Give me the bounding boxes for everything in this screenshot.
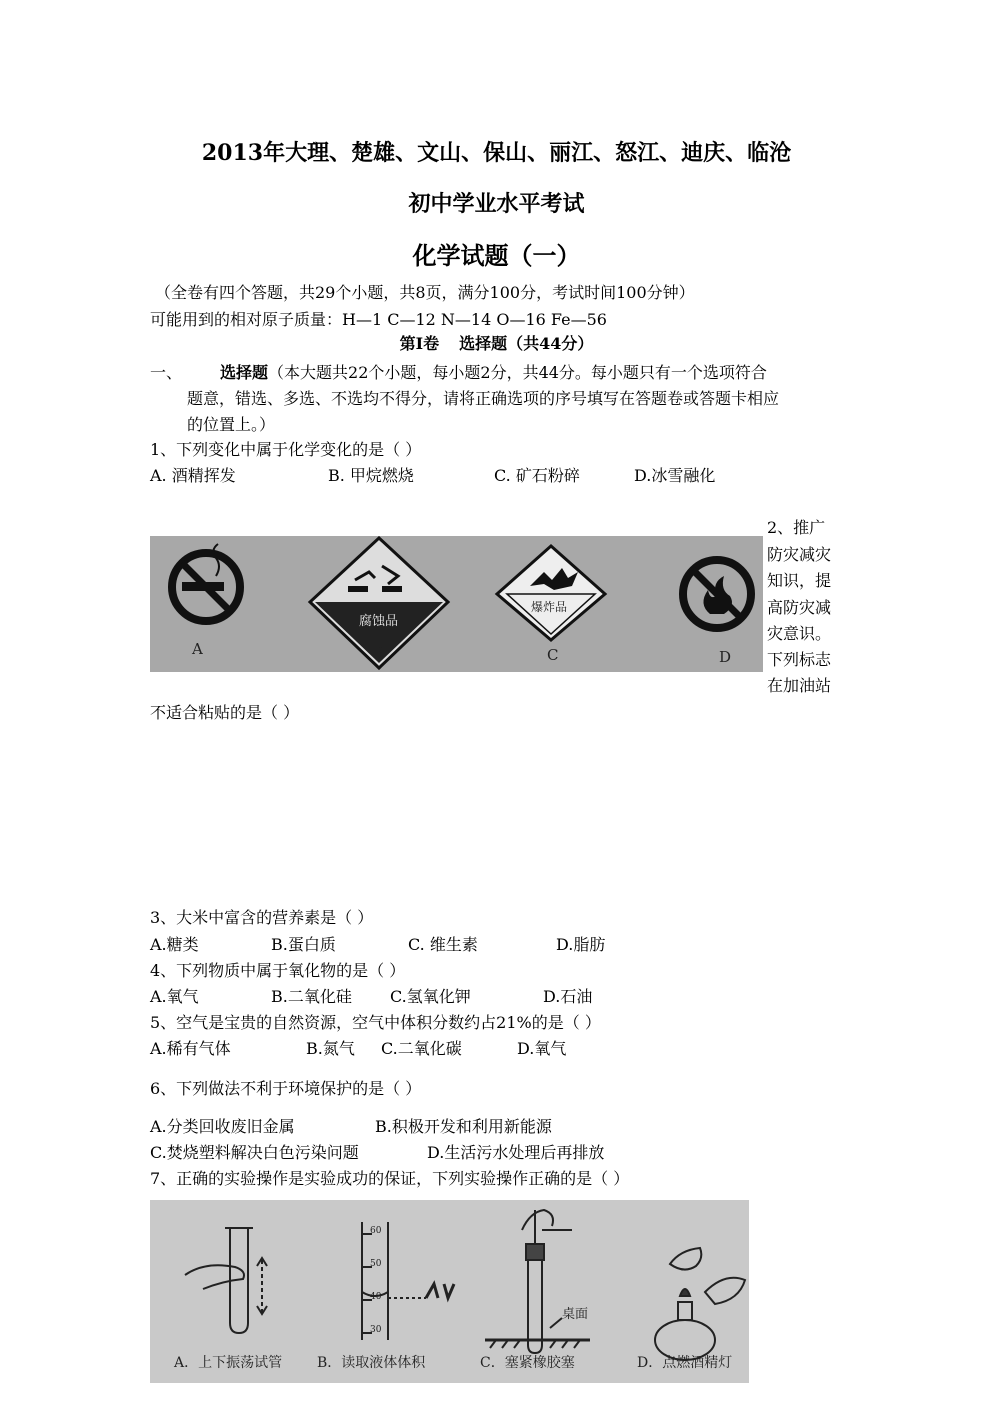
q2-signs-svg (150, 536, 763, 672)
q5-stem: 5、空气是宝贵的自然资源，空气中体积分数约占21%的是（ ） (150, 1013, 601, 1032)
q2-tail: 不适合粘贴的是（ ） (150, 703, 300, 722)
section-name: 选择题（共44分） (459, 334, 594, 353)
q3-option-b: B.蛋白质 (271, 935, 336, 954)
q2-side-line: 防灾减灾 (767, 545, 832, 564)
q1-option-a: A. 酒精挥发 (150, 466, 236, 485)
no-smoking-sign-icon (172, 544, 240, 621)
q1-option-b: B. 甲烷燃烧 (328, 466, 414, 485)
q3-option-d: D.脂肪 (556, 935, 606, 954)
q7-caption-d: D．点燃酒精灯 (637, 1355, 733, 1371)
q5-option-d: D.氧气 (517, 1039, 567, 1058)
cylinder-tick-60: 60 (370, 1226, 382, 1236)
q2-side-line: 高防灾减 (767, 598, 832, 617)
q2-side-line: 下列标志 (767, 650, 832, 669)
q7-caption-c: C．塞紧橡胶塞 (480, 1355, 575, 1371)
no-fire-sign-icon (683, 560, 751, 628)
q5-option-c: C.二氧化碳 (381, 1039, 462, 1058)
q6-stem: 6、下列做法不利于环境保护的是（ ） (150, 1079, 422, 1098)
desk-label: 桌面 (562, 1307, 589, 1322)
atomic-mass-line: 可能用到的相对原子质量：H—1 C—12 N—14 O—16 Fe—56 (150, 310, 607, 329)
part1-line3: 的位置上。） (187, 415, 276, 434)
q2-label-c: C (547, 646, 559, 664)
q6-option-a: A.分类回收废旧金属 (150, 1117, 295, 1136)
q2-label-d: D (719, 648, 732, 666)
q3-option-a: A.糖类 (150, 935, 199, 954)
rubber-stopper-icon (485, 1210, 590, 1353)
q3-option-c: C. 维生素 (408, 935, 478, 954)
cylinder-tick-30: 30 (370, 1325, 382, 1335)
q1-option-d: D.冰雪融化 (634, 466, 716, 485)
q6-option-d: D.生活污水处理后再排放 (427, 1143, 605, 1162)
q2-signs-figure (150, 536, 763, 672)
q4-option-c: C.氢氧化钾 (390, 987, 471, 1006)
q5-option-b: B.氮气 (306, 1039, 355, 1058)
part1-line1: （本大题共22个小题，每小题2分，共44分。每小题只有一个选项符合 (268, 363, 767, 382)
part1-line2: 题意，错选、多选、不选均不得分，请将正确选项的序号填写在答题卷或答题卡相应 (187, 389, 780, 408)
q1-stem: 1、下列变化中属于化学变化的是（ ） (150, 440, 422, 459)
q4-option-a: A.氧气 (150, 987, 199, 1006)
q7-caption-a: A．上下振荡试管 (174, 1355, 283, 1371)
corrosive-sign-text: 腐蚀品 (359, 614, 399, 629)
q2-label-b: B (373, 644, 385, 662)
q2-side-line: 知识，提 (767, 571, 832, 590)
q4-option-b: B.二氧化硅 (271, 987, 352, 1006)
q2-side-line: 在加油站 (767, 676, 832, 695)
q1-option-c: C. 矿石粉碎 (494, 466, 580, 485)
exam-title-line3: 化学试题（一） (412, 241, 581, 270)
q6-option-b: B.积极开发和利用新能源 (375, 1117, 552, 1136)
q7-caption-b: B．读取液体体积 (317, 1355, 426, 1371)
exam-info: （全卷有四个答题，共29个小题，共8页，满分100分，考试时间100分钟） (155, 283, 695, 302)
cylinder-tick-40: 40 (370, 1292, 382, 1302)
test-tube-shaking-icon (185, 1228, 267, 1333)
explosive-sign-icon (497, 546, 605, 640)
q7-lab-figure (150, 1200, 749, 1383)
q4-stem: 4、下列物质中属于氧化物的是（ ） (150, 961, 406, 980)
section-heading (0, 331, 993, 354)
part1-bold: 选择题 (220, 363, 269, 382)
q6-option-c: C.焚烧塑料解决白色污染问题 (150, 1143, 359, 1162)
alcohol-lamp-icon (655, 1248, 745, 1360)
graduated-cylinder-icon (362, 1222, 454, 1340)
exam-title-line2: 初中学业水平考试 (408, 191, 585, 217)
q3-stem: 3、大米中富含的营养素是（ ） (150, 908, 374, 927)
q5-option-a: A.稀有气体 (150, 1039, 231, 1058)
q2-label-a: A (192, 640, 203, 658)
q4-option-d: D.石油 (543, 987, 593, 1006)
part1-num: 一、 (150, 363, 183, 382)
cylinder-tick-50: 50 (370, 1259, 382, 1269)
exam-title-line1: 2013年大理、楚雄、文山、保山、丽江、怒江、迪庆、临沧 (201, 140, 792, 166)
part1-intro (150, 360, 767, 383)
q7-stem: 7、正确的实验操作是实验成功的保证，下列实验操作正确的是（ ） (150, 1169, 630, 1188)
q2-side-line: 灾意识。 (767, 624, 832, 643)
section-volume: 第Ⅰ卷 (399, 334, 440, 353)
explosive-sign-text: 爆炸品 (531, 600, 568, 614)
q2-side-line: 2、推广 (767, 518, 826, 537)
